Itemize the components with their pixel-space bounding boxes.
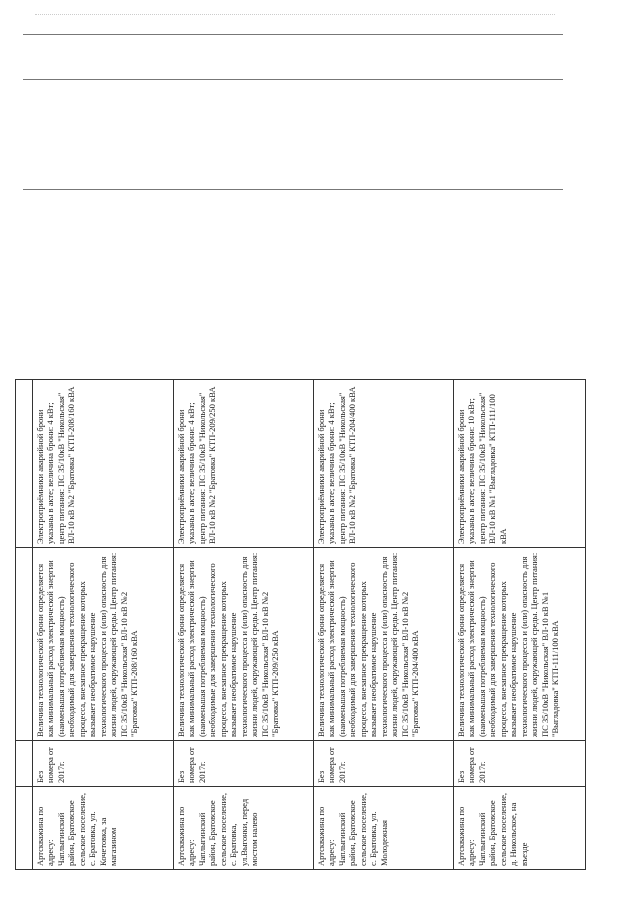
rotated-content [15, 10, 577, 870]
rationale-cell: Величина технологической брони определяется как минимальный расход электрической энергии (наименьшая потребляемая мощность) необходимый для завершения технологического процесса, внезапное прекращение которых вызывает необратимое нарушение технологического процесса и (или) опасность для жизни людей, окружающей среды. Центр питания: ПС 35/10кВ "Никольская" ВЛ-10 кВ №1 "Выгладовка" КТП-111/100 кВА [454, 548, 586, 741]
document-number-cell: Без номера от 2017г. [174, 741, 314, 787]
document-number-cell: Без номера от 2017г. [454, 741, 586, 787]
form-rule [23, 189, 563, 190]
rationale-cell: Величина технологической брони определяется как минимальный расход электрической энергии (наименьшая потребляемая мощность) необходимый для завершения технологического процесса, внезапное прекращение которых вызывает необратимое нарушение технологического процесса и (или) опасность для жизни людей, окружающей среды. Центр питания: ПС 35/10кВ "Никольская" ВЛ-10 кВ №2 "Братовка" КТП-208/160 кВА [33, 548, 174, 741]
armor-cell: Электроприёмники аварийной брони указаны в акте; величина брони: 4 кВт; центр питания: ПС 35/10кВ "Никольская" ВЛ-10 кВ №2 "Братовка" КТП-208/160 кВА [33, 380, 174, 548]
form-rule [23, 34, 563, 35]
form-rule [23, 79, 563, 80]
address-cell: Артскважина по адресу: Чаплыгинский район, Братовское сельское поселение, с. Братовка, ул. Молодежная [314, 787, 454, 870]
armor-cell: Электроприёмники аварийной брони указаны в акте; величина брони: 10 кВт; центр питания: ПС 35/10кВ "Никольская" ВЛ-10 кВ №1 "Выгладовка" КТП-111/100 кВА [454, 380, 586, 548]
document-number-cell: Без номера от 2017г. [314, 741, 454, 787]
armor-cell: Электроприёмники аварийной брони указаны в акте; величина брони: 4 кВт; центр питания: ПС 35/10кВ "Никольская" ВЛ-10 кВ №2 "Братовка" КТП-209/250 кВА [174, 380, 314, 548]
rationale-cell: Величина технологической брони определяется как минимальный расход электрической энергии (наименьшая потребляемая мощность) необходимые для завершения технологического процесса, внезапное прекращение которых вызывает необратимое нарушение технологического процесса и (или) опасность для жизни людей, окружающей среды. Центр питания: ПС 35/10кВ "Никольская" ВЛ-10 кВ №2 "Братовка" КТП-209/250 кВА [174, 548, 314, 741]
address-cell: Артскважина по адресу: Чаплыгинский район, Братовское сельское поселение, д. Никольское, на въезде [454, 787, 586, 870]
address-cell: Артскважина по адресу: Чаплыгинский район, Братовское сельское поселение, с. Братовка, ул.Выгонки, перед мостом налево [174, 787, 314, 870]
document-number-cell: Без номера от 2017г. [33, 741, 174, 787]
blank-form-lines [15, 10, 577, 870]
address-cell: Артскважина по адресу: Чаплыгинский район, Братовское сельское поселение, с. Братовка, ул. Кочетовка, за магазином [33, 787, 174, 870]
armor-cell: Электроприёмники аварийной брони указаны в акте; величина брони: 4 кВт; центр питания: ПС 35/10кВ "Никольская" ВЛ-10 кВ №2 "Братовка" КТП-204/400 кВА [314, 380, 454, 548]
scan-artifact [35, 14, 555, 15]
rationale-cell: Величина технологической брони определяется как минимальный расход электрической энергии (наименьшая потребляемая мощность) необходимый для завершения технологического процесса, внезапное прекращение которых вызывает необратимое нарушение технологического процесса и (или) опасность для жизни людей, окружающей среды. Центр питания: ПС 35/10кВ "Никольская" ВЛ-10 кВ №2 "Братовка" КТП-204/400 кВА [314, 548, 454, 741]
